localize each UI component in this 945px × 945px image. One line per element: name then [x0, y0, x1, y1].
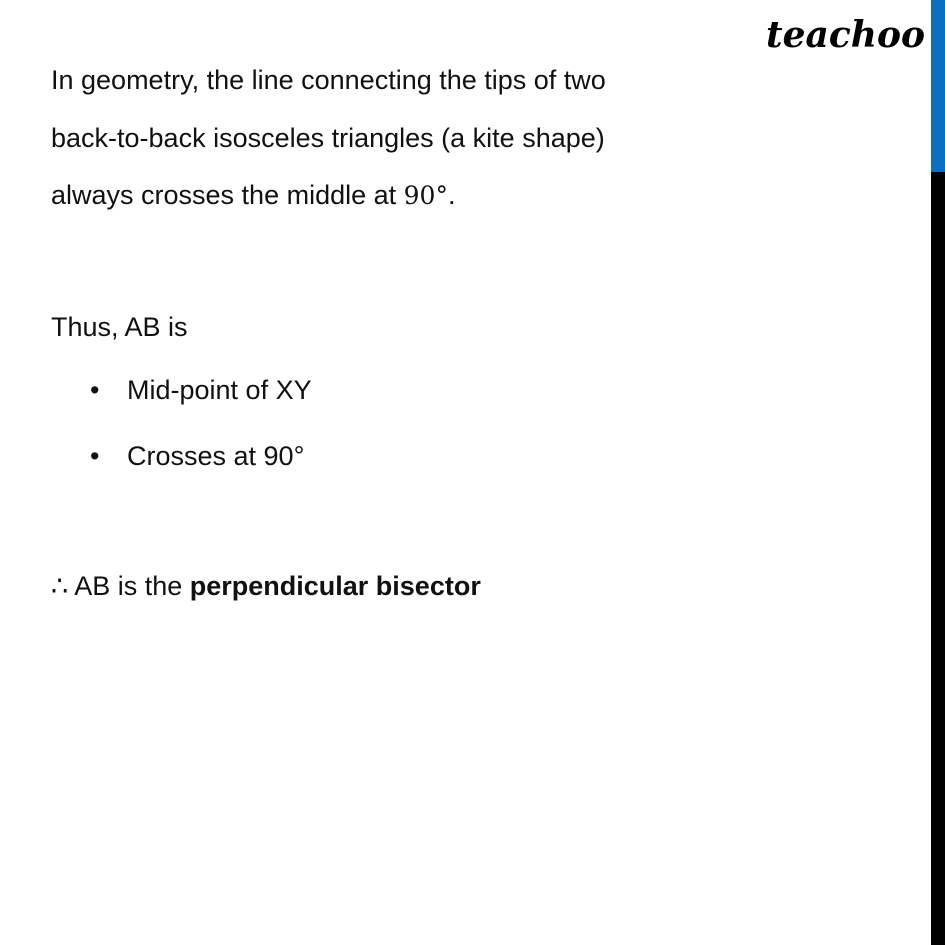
side-bar: [931, 172, 945, 945]
bullet-item: [90, 374, 312, 406]
paragraph-line-3: [51, 179, 455, 212]
thus-text: Thus, AB is: [51, 312, 188, 342]
paragraph-line-1: In geometry, the line connecting the tips of two: [51, 65, 606, 95]
line3-suffix: .: [447, 180, 456, 210]
bullet-text: Mid-point of XY: [127, 375, 312, 405]
conclusion: [51, 570, 481, 602]
conclusion-prefix: ∴ AB is the: [51, 571, 190, 601]
bullet-text: Crosses at 90°: [127, 441, 305, 471]
bullet-marker: •: [90, 375, 100, 405]
conclusion-bold: perpendicular bisector: [189, 571, 481, 601]
accent-bar: [931, 0, 945, 172]
bullet-item: [90, 440, 305, 472]
line3-prefix: always crosses the middle at: [51, 180, 404, 210]
paragraph-line-2: back-to-back isosceles triangles (a kite shape): [51, 123, 605, 153]
teachoo-logo: teachoo: [766, 14, 925, 56]
angle-math: 90°: [403, 181, 448, 210]
bullet-marker: •: [90, 441, 100, 471]
